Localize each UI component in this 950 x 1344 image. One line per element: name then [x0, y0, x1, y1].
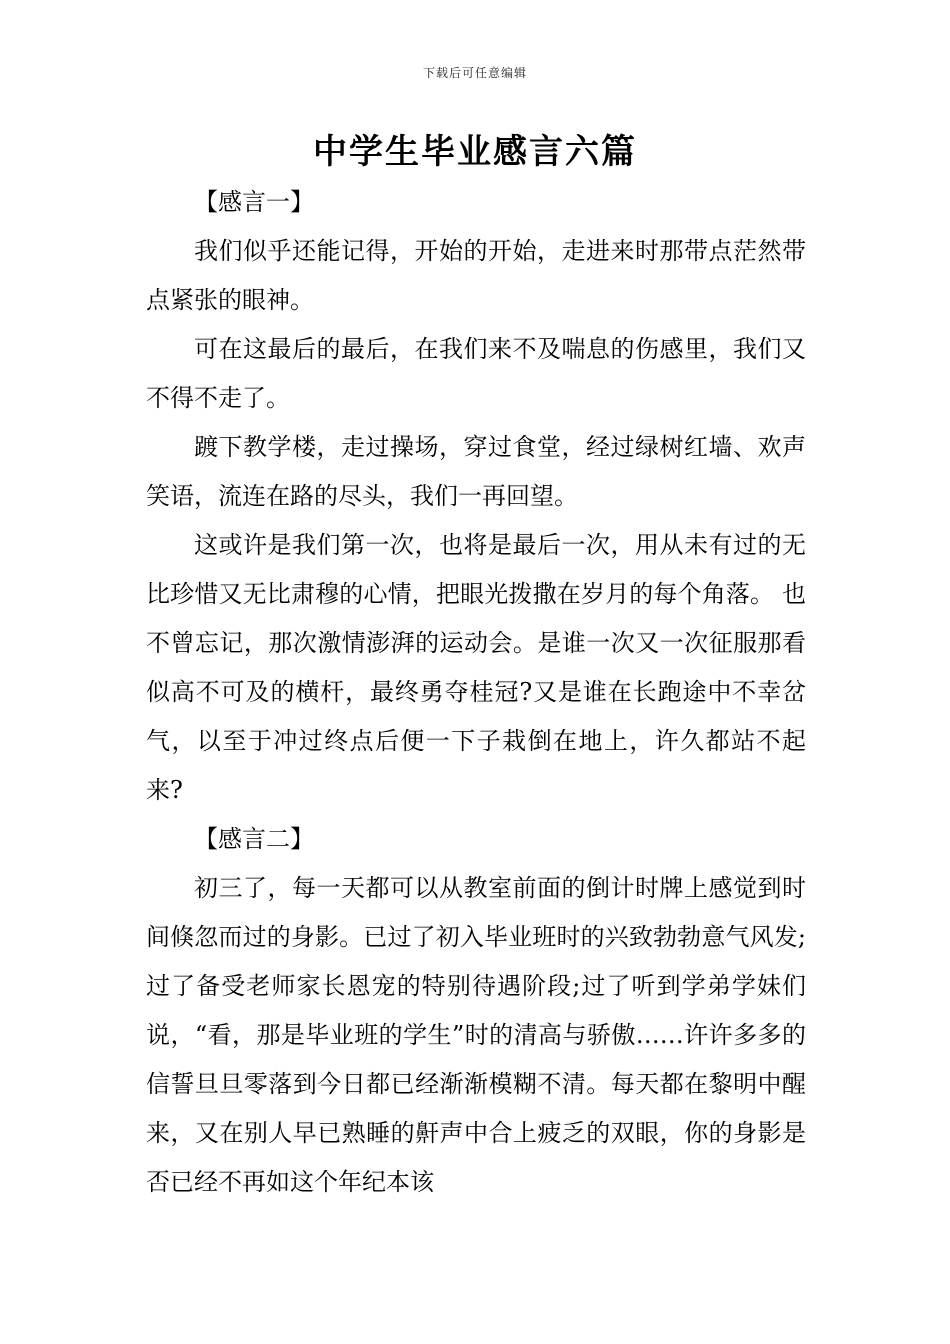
section-label: 【感言一】 — [194, 188, 314, 216]
paragraph: 这或许是我们第一次，也将是最后一次，用从未有过的无比珍惜又无比肃穆的心情，把眼光拨撒在岁月的每个角落。 也不曾忘记，那次激情澎湃的运动会。是谁一次又一次征服那看似高不可及的横杆，最终勇夺桂冠?又是谁在长跑途中不幸岔气，以至于冲过终点后便一下子栽倒在地上，许久都站不起来? — [146, 531, 806, 804]
header-note: 下载后可任意编辑 — [422, 66, 527, 80]
document-title: 中学生毕业感言六篇 — [313, 132, 637, 172]
section-label: 【感言二】 — [194, 825, 314, 853]
paragraph: 初三了，每一天都可以从教室前面的倒计时牌上感觉到时间倏忽而过的身影。已过了初入毕业班时的兴致勃勃意气风发;过了备受老师家长恩宠的特别待遇阶段;过了听到学弟学妹们说，“看，那是毕业班的学生”时的清高与骄傲……许许多多的信誓旦旦零落到今日都已经渐渐模糊不清。每天都在黎明中醒来，又在别人早已熟睡的鼾声中合上疲乏的双眼，你的身影是否已经不再如这个年纪本该 — [146, 874, 806, 1196]
paragraph: 踱下教学楼，走过操场，穿过食堂，经过绿树红墙、欢声笑语，流连在路的尽头，我们一再回望。 — [146, 433, 806, 510]
paragraph: 可在这最后的最后，在我们来不及喘息的伤感里，我们又不得不走了。 — [146, 335, 806, 412]
document-body — [146, 178, 806, 1207]
paragraph: 我们似乎还能记得，开始的开始，走进来时那带点茫然带点紧张的眼神。 — [146, 237, 806, 314]
